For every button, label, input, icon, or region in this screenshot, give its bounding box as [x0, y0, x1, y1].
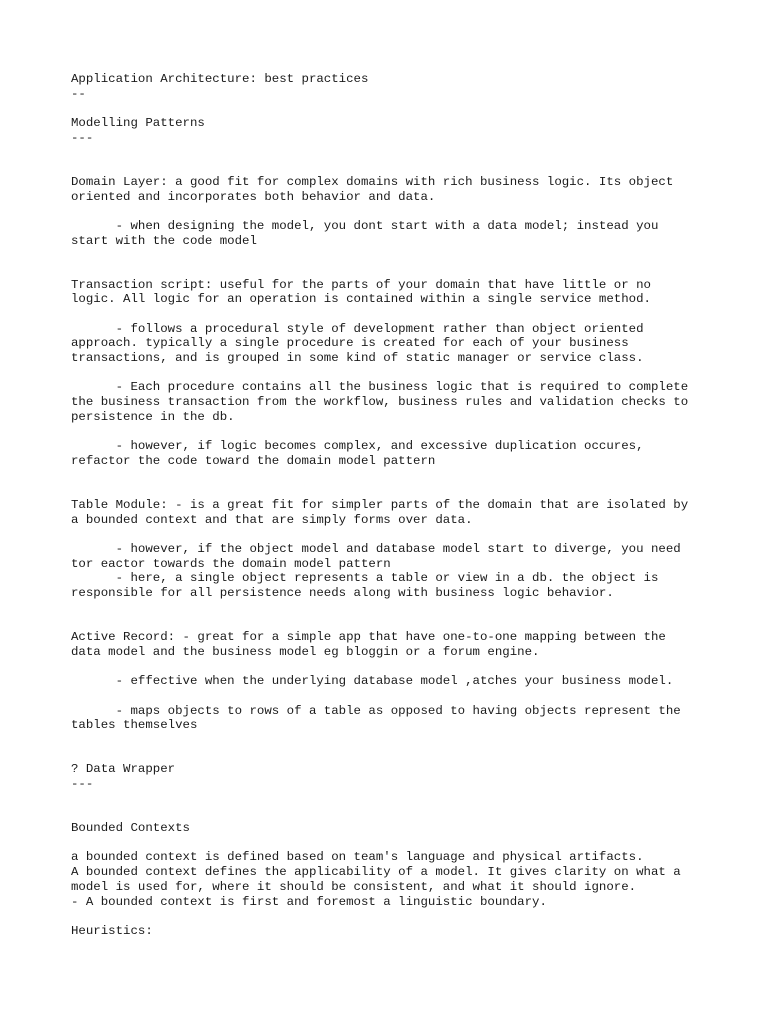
text-line: Modelling Patterns	[71, 116, 205, 131]
blank-line	[71, 527, 711, 542]
text-line: the business transaction from the workflow, business rules and validation checks to	[71, 395, 689, 410]
blank-line	[71, 733, 711, 748]
text-line: refactor the code toward the domain model pattern	[71, 453, 436, 468]
blank-line	[71, 483, 711, 498]
text-line: Active Record: - great for a simple app that have one-to-one mapping between the	[71, 630, 666, 645]
text-line: Transaction script: useful for the parts of your domain that have little or no	[71, 277, 651, 292]
text-line: - when designing the model, you dont start with a data model; instead you	[71, 218, 659, 233]
text-line: A bounded context defines the applicability of a model. It gives clarity on what a	[71, 865, 681, 880]
text-line: - here, a single object represents a table or view in a db. the object is	[71, 571, 659, 586]
text-line: ---	[71, 777, 94, 791]
text-line: --	[71, 86, 86, 101]
text-line: transactions, and is grouped in some kind of static manager or service class.	[71, 351, 644, 366]
text-line: - A bounded context is first and foremost a linguistic boundary.	[71, 894, 547, 909]
text-line: approach. typically a single procedure is created for each of your business	[71, 336, 629, 351]
text-line: data model and the business model eg bloggin or a forum engine.	[71, 644, 540, 659]
blank-line	[71, 601, 711, 616]
blank-line	[71, 806, 711, 821]
blank-line	[71, 909, 711, 924]
text-line: - however, if the object model and database model start to diverge, you need	[71, 542, 681, 556]
text-line: Table Module: - is a great fit for simpler parts of the domain that are isolated by	[71, 497, 689, 512]
document-body	[71, 72, 711, 939]
text-line: start with the code model	[71, 233, 257, 248]
text-line: a bounded context is defined based on team's language and physical artifacts.	[71, 850, 644, 865]
blank-line	[71, 248, 711, 263]
text-line: persistence in the db.	[71, 409, 235, 424]
text-line: - follows a procedural style of development rather than object oriented	[71, 321, 644, 336]
blank-line	[71, 792, 711, 807]
blank-line	[71, 101, 711, 116]
blank-line	[71, 615, 711, 630]
text-line: - Each procedure contains all the business logic that is required to complete	[71, 380, 689, 395]
text-line: ---	[71, 130, 94, 145]
text-line: ? Data Wrapper	[71, 762, 176, 777]
text-line: - maps objects to rows of a table as opposed to having objects represent the	[71, 703, 681, 718]
text-line: oriented and incorporates both behavior and data.	[71, 189, 436, 204]
blank-line	[71, 307, 711, 322]
blank-line	[71, 160, 711, 175]
text-line: Heuristics:	[71, 923, 153, 938]
blank-line	[71, 425, 711, 440]
text-line: Bounded Contexts	[71, 821, 190, 836]
blank-line	[71, 689, 711, 704]
blank-line	[71, 204, 711, 219]
text-line: tables themselves	[71, 718, 198, 733]
blank-line	[71, 836, 711, 851]
text-line: responsible for all persistence needs along with business logic behavior.	[71, 586, 614, 601]
text-line: Domain Layer: a good fit for complex domains with rich business logic. Its object	[71, 174, 674, 189]
blank-line	[71, 263, 711, 278]
text-line: - effective when the underlying database model ,atches your business model.	[71, 674, 674, 689]
text-line: Application Architecture: best practices	[71, 72, 369, 86]
blank-line	[71, 748, 711, 763]
blank-line	[71, 469, 711, 484]
blank-line	[71, 660, 711, 675]
blank-line	[71, 366, 711, 381]
text-line: a bounded context and that are simply forms over data.	[71, 512, 473, 527]
text-line: model is used for, where it should be consistent, and what it should ignore.	[71, 879, 637, 894]
blank-line	[71, 145, 711, 160]
text-line: - however, if logic becomes complex, and excessive duplication occures,	[71, 439, 644, 454]
text-line: logic. All logic for an operation is contained within a single service method.	[71, 292, 651, 307]
text-line: tor eactor towards the domain model pattern	[71, 556, 391, 571]
